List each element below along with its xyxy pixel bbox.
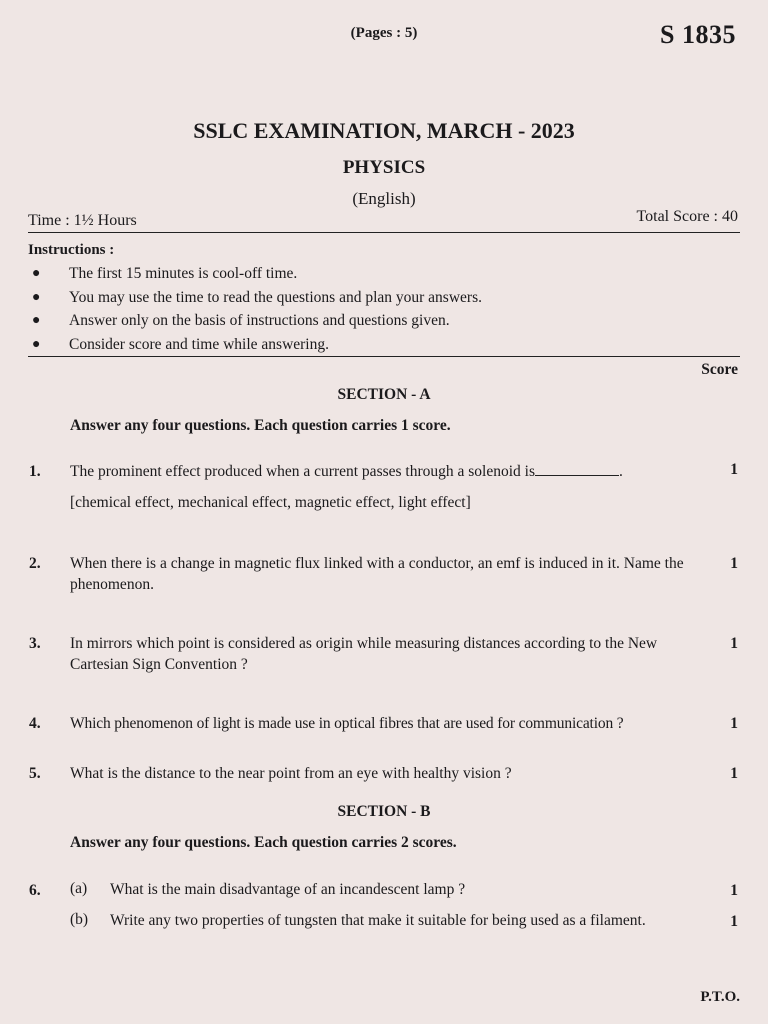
answer-blank	[535, 463, 619, 476]
section-a-note: Answer any four questions. Each question carries 1 score.	[70, 417, 451, 434]
bullet-icon: ●	[32, 313, 41, 328]
bullet-icon: ●	[32, 266, 41, 281]
instruction-item: ● Answer only on the basis of instructions and questions given.	[28, 309, 728, 333]
section-b-title: SECTION - B	[337, 803, 431, 820]
header-divider	[28, 232, 740, 233]
page-count: (Pages : 5)	[350, 25, 418, 41]
question-number: 1.	[29, 463, 41, 480]
question-number: 2.	[29, 555, 41, 572]
question-score: 1	[730, 715, 738, 732]
subquestion-label: (b)	[70, 911, 89, 928]
total-score: Total Score : 40	[636, 208, 738, 225]
page-turn-over: P.T.O.	[700, 989, 740, 1005]
section-a-title: SECTION - A	[337, 386, 431, 403]
exam-title: SSLC EXAMINATION, MARCH - 2023	[193, 118, 575, 143]
question-options: [chemical effect, mechanical effect, magnetic effect, light effect]	[70, 494, 471, 511]
question-score: 1	[730, 555, 738, 572]
instructions-heading: Instructions :	[28, 242, 115, 258]
score-column-heading: Score	[701, 361, 738, 378]
question-number: 4.	[29, 715, 41, 732]
section-b-note: Answer any four questions. Each question carries 2 scores.	[70, 834, 457, 851]
question-score: 1	[730, 635, 738, 652]
question-number: 3.	[29, 635, 41, 652]
subquestion-label: (a)	[70, 880, 88, 897]
question-score: 1	[730, 913, 738, 930]
question-score: 1	[730, 882, 738, 899]
question-text: The prominent effect produced when a current passes through a solenoid is .	[70, 463, 623, 480]
language-label: (English)	[352, 189, 416, 208]
instruction-item: ● The first 15 minutes is cool-off time.	[28, 262, 728, 286]
subject-title: PHYSICS	[342, 157, 426, 178]
question-text: When there is a change in magnetic flux linked with a conductor, an emf is induced in it. Name the phenomenon.	[70, 555, 684, 593]
question-text: In mirrors which point is considered as origin while measuring distances according to the New Cartesian Sign Convention ?	[70, 635, 658, 673]
question-score: 1	[730, 765, 738, 782]
subquestion-text: What is the main disadvantage of an incandescent lamp ?	[110, 881, 466, 898]
bullet-icon: ●	[32, 336, 41, 352]
instructions-list	[28, 262, 728, 356]
instructions-divider	[28, 356, 740, 357]
question-score: 1	[730, 461, 738, 478]
bullet-icon: ●	[32, 289, 41, 305]
question-number: 5.	[29, 765, 41, 782]
question-text: Which phenomenon of light is made use in optical fibres that are used for communication ?	[70, 715, 624, 732]
question-number: 6.	[29, 882, 41, 899]
question-paper-code: S 1835	[660, 20, 736, 49]
question-text: What is the distance to the near point from an eye with healthy vision ?	[70, 765, 512, 782]
time-allowed: Time : 1½ Hours	[28, 212, 137, 229]
instruction-item: ● Consider score and time while answering.	[28, 333, 728, 357]
instruction-item: ● You may use the time to read the questions and plan your answers.	[28, 286, 728, 310]
subquestion-text: Write any two properties of tungsten that make it suitable for being used as a filament.	[110, 912, 646, 929]
